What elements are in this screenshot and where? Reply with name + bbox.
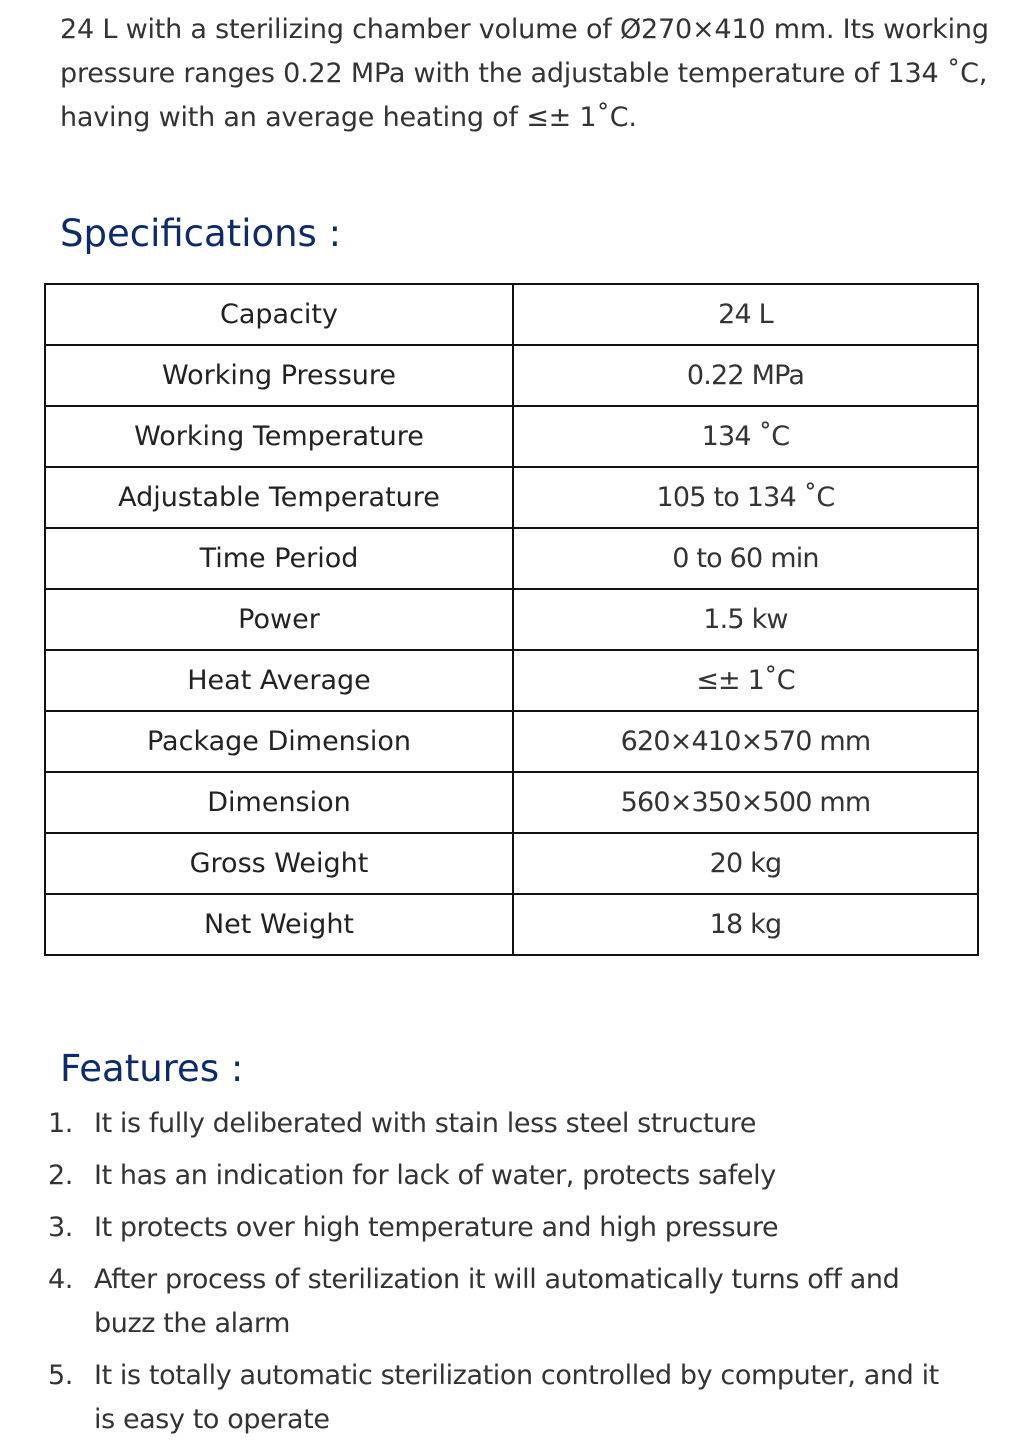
specifications-table	[44, 283, 979, 956]
spec-value: 0.22 MPa	[513, 345, 978, 406]
spec-label: Working Temperature	[45, 406, 513, 467]
spec-value: 620×410×570 mm	[513, 711, 978, 772]
table-row	[45, 406, 978, 467]
spec-label: Gross Weight	[45, 833, 513, 894]
list-item	[44, 1258, 954, 1346]
spec-value: 105 to 134 ˚C	[513, 467, 978, 528]
spec-value: 0 to 60 min	[513, 528, 978, 589]
list-item	[44, 1154, 954, 1198]
list-number: 4.	[48, 1264, 73, 1295]
spec-label: Adjustable Temperature	[45, 467, 513, 528]
feature-text: It is fully deliberated with stain less steel structure	[94, 1108, 757, 1139]
spec-value: 18 kg	[513, 894, 978, 955]
table-row	[45, 589, 978, 650]
spec-label: Working Pressure	[45, 345, 513, 406]
table-row	[45, 833, 978, 894]
spec-value: 24 L	[513, 284, 978, 345]
intro-line: having with an average heating of ≤± 1˚C.	[60, 102, 637, 133]
feature-text: It has an indication for lack of water, protects safely	[94, 1160, 776, 1191]
feature-text: After process of sterilization it will automatically turns off and buzz the alarm	[94, 1264, 900, 1339]
spec-value: 560×350×500 mm	[513, 772, 978, 833]
table-row	[45, 711, 978, 772]
spec-label: Power	[45, 589, 513, 650]
features-list	[44, 1102, 954, 1450]
spec-value: 134 ˚C	[513, 406, 978, 467]
list-item	[44, 1102, 954, 1146]
table-row	[45, 467, 978, 528]
spec-label: Package Dimension	[45, 711, 513, 772]
list-item	[44, 1206, 954, 1250]
spec-label: Net Weight	[45, 894, 513, 955]
list-number: 1.	[48, 1108, 73, 1139]
table-row	[45, 894, 978, 955]
intro-line: 24 L with a sterilizing chamber volume of Ø270×410 mm. Its working	[60, 14, 989, 45]
features-heading: Features :	[60, 1047, 244, 1090]
feature-text: It protects over high temperature and high pressure	[94, 1212, 779, 1243]
spec-value: 20 kg	[513, 833, 978, 894]
table-row	[45, 772, 978, 833]
intro-paragraph	[60, 8, 989, 140]
spec-label: Capacity	[45, 284, 513, 345]
spec-label: Time Period	[45, 528, 513, 589]
table-row	[45, 345, 978, 406]
list-item	[44, 1354, 954, 1442]
list-number: 2.	[48, 1160, 73, 1191]
spec-value: ≤± 1˚C	[513, 650, 978, 711]
spec-label: Heat Average	[45, 650, 513, 711]
table-row	[45, 650, 978, 711]
spec-value: 1.5 kw	[513, 589, 978, 650]
intro-line: pressure ranges 0.22 MPa with the adjustable temperature of 134 ˚C,	[60, 58, 988, 89]
list-number: 5.	[48, 1360, 73, 1391]
specifications-heading: Specifications :	[60, 212, 342, 255]
table-row	[45, 528, 978, 589]
feature-text: It is totally automatic sterilization controlled by computer, and it is easy to operate	[94, 1360, 939, 1435]
spec-label: Dimension	[45, 772, 513, 833]
table-row	[45, 284, 978, 345]
list-number: 3.	[48, 1212, 73, 1243]
